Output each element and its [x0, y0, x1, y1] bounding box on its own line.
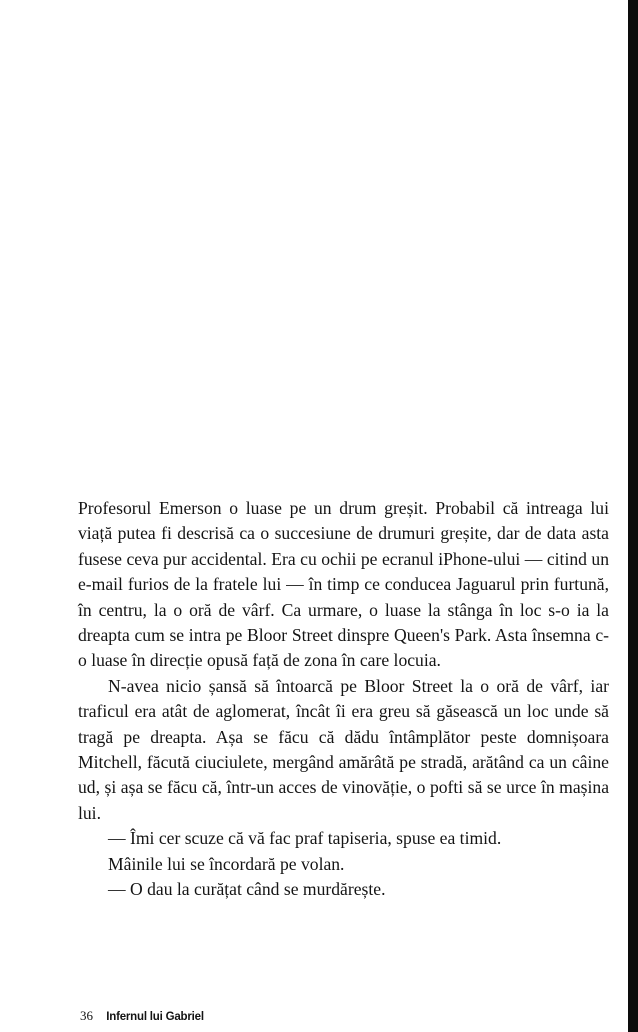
paragraph: Mâinile lui se încordară pe volan.	[108, 853, 345, 874]
dialogue-line: — Îmi cer scuze că vă fac praf tapiseria, spuse ea timid.	[108, 828, 502, 849]
page-footer	[80, 1008, 204, 1025]
body-text	[78, 496, 609, 903]
paragraph: N-avea nicio șansă să întoarcă pe Bloor Street la o oră de vârf, iar traficul era atât de aglomerat, încât îi era greu să găsească un loc unde să tragă pe dreapta. Așa se făcu că dădu întâmplător peste domnișoara Mitchell, făcută ciuciulete, mergând amărâtă pe stradă, arătând ca un câine ud, și așa se făcu că, într-un acces de vinovăție, o pofti să se urce în mașina lui.	[78, 675, 609, 823]
dialogue-line: — O dau la curățat când se murdărește.	[108, 879, 386, 900]
page-edge-shadow	[628, 0, 638, 1032]
page-number: 36	[80, 1008, 93, 1023]
paragraph: Profesorul Emerson o luase pe un drum greșit. Probabil că intreaga lui viață putea fi descrisă ca o succesiune de drumuri greșite, dar de data asta fusese ceva pur accidental. Era cu ochii pe ecranul iPhone-ului — citind un e-mail furios de la fratele lui — în timp ce conducea Jaguarul prin furtună, în centru, la o oră de vârf. Ca urmare, o luase la stânga în loc s-o ia la dreapta cum se intra pe Bloor Street dinspre Queen's Park. Asta însemna c-o luase în direcție opusă față de zona în care locuia.	[78, 498, 609, 671]
running-title: Infernul lui Gabriel	[106, 1011, 204, 1023]
